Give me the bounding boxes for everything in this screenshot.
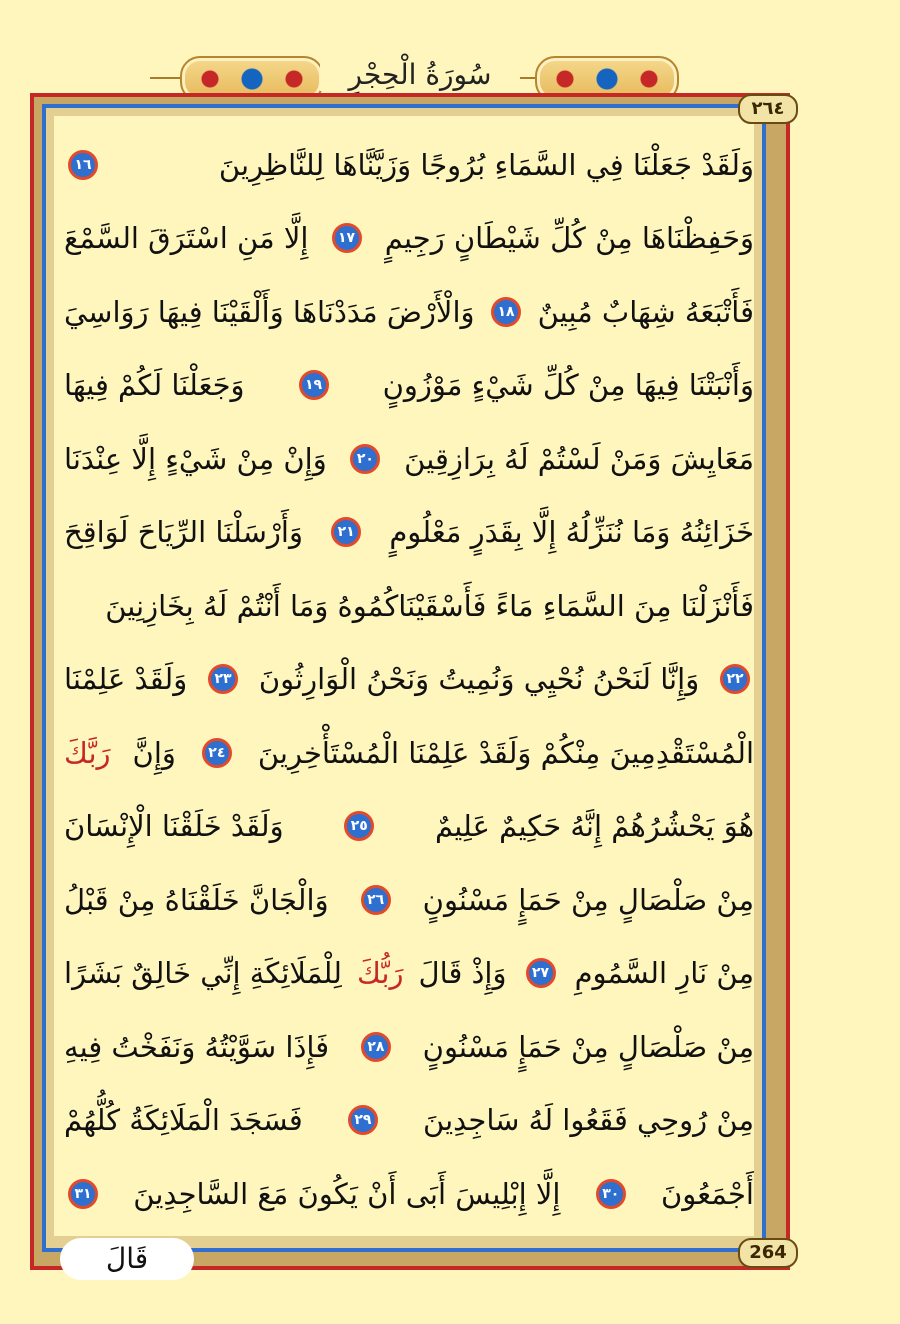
ayah-text: الْمُسْتَقْدِمِينَ مِنْكُمْ وَلَقَدْ عَلِمْنَا الْمُسْتَأْخِرِينَ bbox=[257, 735, 754, 770]
ayah-text: وَحَفِظْنَاهَا مِنْ كُلِّ شَيْطَانٍ رَجِيمٍ bbox=[384, 221, 754, 256]
ayah-line bbox=[64, 716, 754, 790]
ayah-line bbox=[64, 569, 754, 643]
ayah-number-marker: ٢٣ bbox=[208, 664, 238, 694]
ayah-text: وَالْجَانَّ خَلَقْنَاهُ مِنْ قَبْلُ bbox=[64, 882, 329, 917]
ayah-text: وَلَقَدْ عَلِمْنَا bbox=[64, 662, 188, 697]
ayah-text: مِنْ نَارِ السَّمُومِ bbox=[574, 956, 754, 991]
ayah-text: مِنْ رُوحِي فَقَعُوا لَهُ سَاجِدِينَ bbox=[423, 1103, 754, 1138]
ayah-number-marker: ٢٧ bbox=[526, 958, 556, 988]
ayah-number-marker: ١٨ bbox=[491, 297, 521, 327]
ayah-line bbox=[64, 349, 754, 423]
ayah-number-marker: ٢٩ bbox=[348, 1105, 378, 1135]
ayah-text: مِنْ صَلْصَالٍ مِنْ حَمَإٍ مَسْنُونٍ bbox=[422, 1029, 754, 1064]
ayah-text: وَإِنْ مِنْ شَيْءٍ إِلَّا عِنْدَنَا bbox=[64, 441, 327, 476]
ayah-line bbox=[64, 937, 754, 1011]
ayah-text: هُوَ يَحْشُرُهُمْ إِنَّهُ حَكِيمٌ عَلِيمٌ bbox=[434, 809, 754, 844]
page-number-bottom: 264 bbox=[738, 1238, 798, 1268]
ayah-text: إِلَّا مَنِ اسْتَرَقَ السَّمْعَ bbox=[64, 221, 309, 256]
ayah-text: أَجْمَعُونَ bbox=[660, 1176, 754, 1211]
ayah-number-marker: ١٩ bbox=[299, 370, 329, 400]
ayah-lines bbox=[64, 128, 754, 1231]
ayah-line bbox=[64, 275, 754, 349]
ayah-line bbox=[64, 1084, 754, 1158]
ayah-text: مَعَايِشَ وَمَنْ لَسْتُمْ لَهُ بِرَازِقِينَ bbox=[404, 441, 754, 476]
highlighted-word: رَبَّكَ bbox=[64, 735, 111, 770]
ayah-text: وَإِنَّا لَنَحْنُ نُحْيِي وَنُمِيتُ وَنَحْنُ الْوَارِثُونَ bbox=[258, 662, 700, 697]
ayah-number-marker: ٢٠ bbox=[350, 444, 380, 474]
ayah-number-marker: ١٧ bbox=[332, 223, 362, 253]
ayah-text: إِلَّا إِبْلِيسَ أَبَى أَنْ يَكُونَ مَعَ السَّاجِدِينَ bbox=[133, 1176, 561, 1211]
ayah-number-marker: ٢٨ bbox=[361, 1032, 391, 1062]
ayah-number-marker: ٢١ bbox=[331, 517, 361, 547]
ayah-text: فَأَتْبَعَهُ شِهَابٌ مُبِينٌ bbox=[537, 294, 754, 329]
ayah-line bbox=[64, 1010, 754, 1084]
ayah-line bbox=[64, 643, 754, 717]
highlighted-word: رَبُّكَ bbox=[356, 956, 404, 991]
ayah-text: خَزَائِنُهُ وَمَا نُنَزِّلُهُ إِلَّا بِقَدَرٍ مَعْلُومٍ bbox=[389, 515, 754, 550]
ayah-text: وَأَرْسَلْنَا الرِّيَاحَ لَوَاقِحَ bbox=[64, 515, 303, 550]
ayah-line bbox=[64, 128, 754, 202]
ayah-text: مِنْ صَلْصَالٍ مِنْ حَمَإٍ مَسْنُونٍ bbox=[422, 882, 754, 917]
ayah-text: وَإِذْ قَالَ bbox=[418, 956, 507, 991]
ayah-text: وَلَقَدْ جَعَلْنَا فِي السَّمَاءِ بُرُوجًا وَزَيَّنَّاهَا لِلنَّاظِرِينَ bbox=[218, 147, 754, 182]
ayah-number-marker: ٣٠ bbox=[596, 1179, 626, 1209]
ayah-text: فَإِذَا سَوَّيْتُهُ وَنَفَخْتُ فِيهِ bbox=[64, 1029, 330, 1064]
ayah-line bbox=[64, 202, 754, 276]
ayah-text: وَجَعَلْنَا لَكُمْ فِيهَا bbox=[64, 368, 245, 403]
ayah-text: لِلْمَلَائِكَةِ إِنِّي خَالِقٌ بَشَرًا bbox=[64, 956, 342, 991]
ayah-number-marker: ٢٢ bbox=[720, 664, 750, 694]
ayah-number-marker: ٢٥ bbox=[344, 811, 374, 841]
page-number-top: ٢٦٤ bbox=[738, 94, 798, 124]
catchword: قَالَ bbox=[60, 1238, 194, 1280]
ayah-number-marker: ٢٦ bbox=[361, 885, 391, 915]
ayah-line bbox=[64, 790, 754, 864]
ayah-number-marker: ٢٤ bbox=[202, 738, 232, 768]
ayah-line bbox=[64, 863, 754, 937]
ayah-text: وَأَنْبَتْنَا فِيهَا مِنْ كُلِّ شَيْءٍ مَوْزُونٍ bbox=[382, 368, 754, 403]
ayah-text: وَالْأَرْضَ مَدَدْنَاهَا وَأَلْقَيْنَا فِيهَا رَوَاسِيَ bbox=[64, 294, 475, 329]
ayah-number-marker: ١٦ bbox=[68, 150, 98, 180]
ayah-text: وَإِنَّ bbox=[132, 735, 176, 770]
ayah-line bbox=[64, 496, 754, 570]
ayah-number-marker: ٣١ bbox=[68, 1179, 98, 1209]
ayah-text: وَلَقَدْ خَلَقْنَا الْإِنْسَانَ bbox=[64, 809, 284, 844]
ayah-line bbox=[64, 422, 754, 496]
ayah-text: فَسَجَدَ الْمَلَائِكَةُ كُلُّهُمْ bbox=[64, 1103, 303, 1138]
ayah-line bbox=[64, 1157, 754, 1231]
surah-title: سُورَةُ الْحِجْرِ bbox=[320, 58, 520, 91]
ayah-text: فَأَنْزَلْنَا مِنَ السَّمَاءِ مَاءً فَأَسْقَيْنَاكُمُوهُ وَمَا أَنْتُمْ لَهُ بِخَازِنِينَ bbox=[105, 588, 754, 623]
